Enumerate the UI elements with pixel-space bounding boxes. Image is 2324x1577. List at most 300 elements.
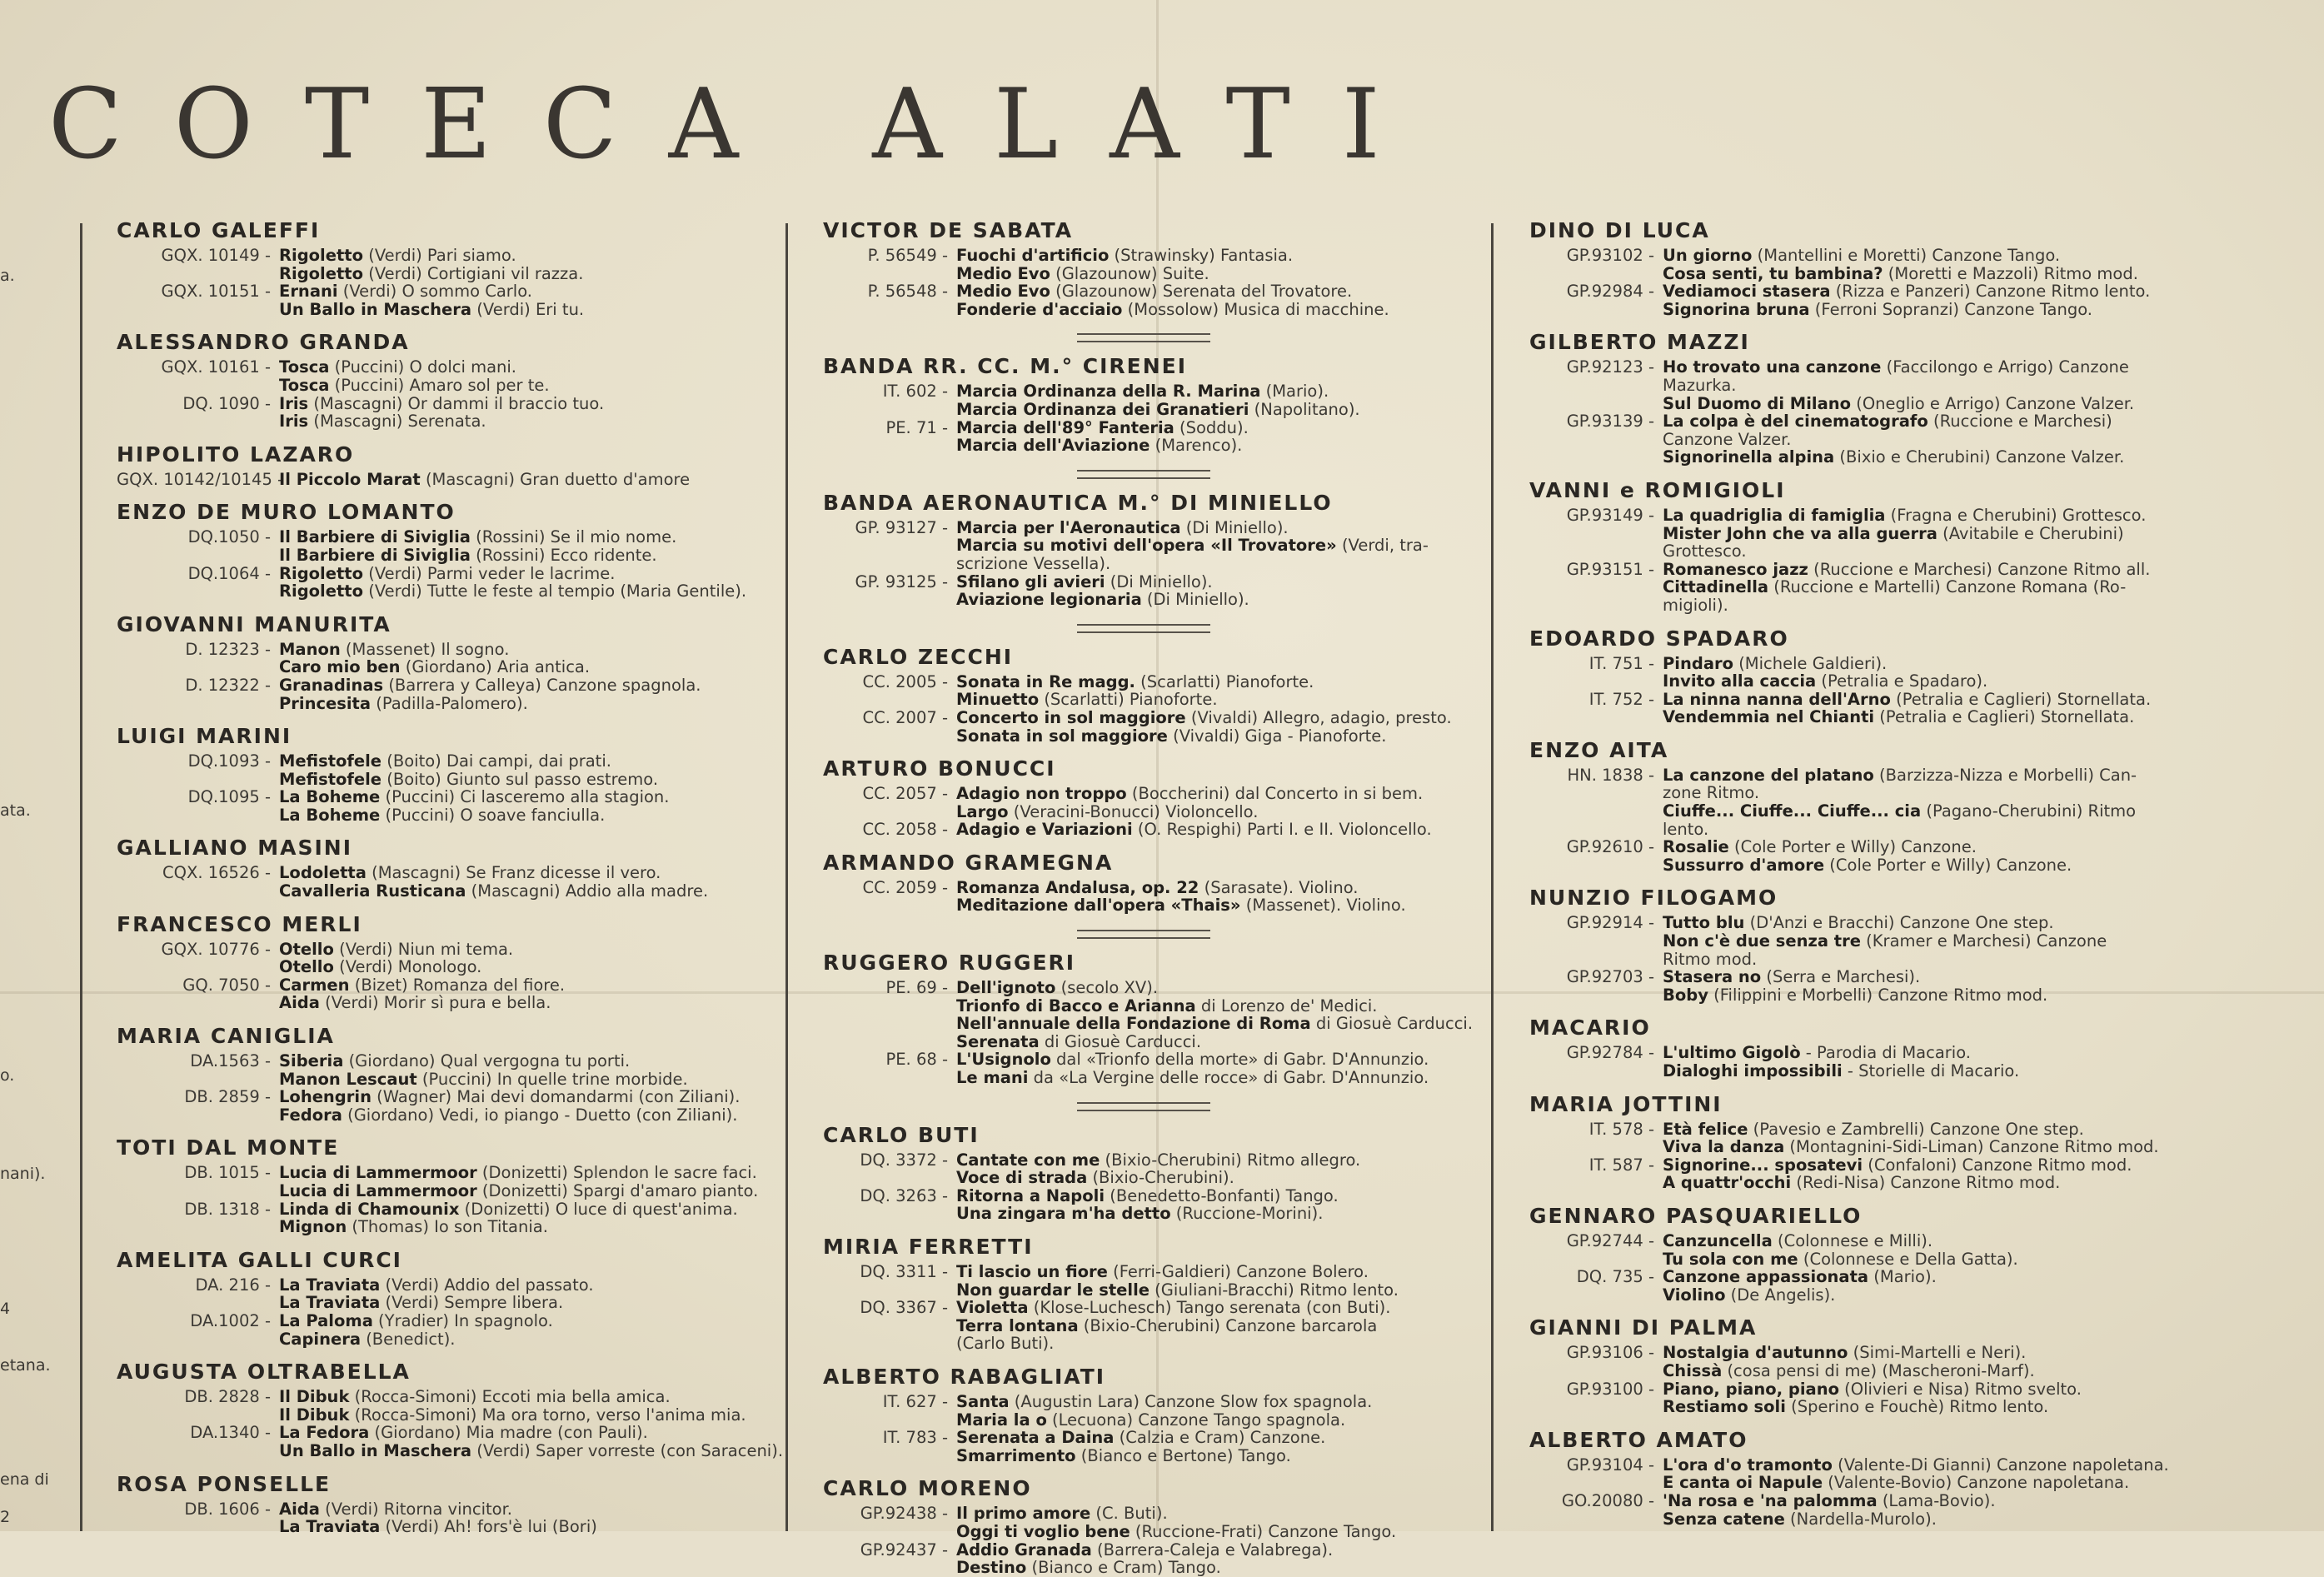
record-works [1663,1120,2171,1156]
work-line [279,864,758,882]
work-description: (Massenet). Violino. [1240,896,1406,916]
work-description: (Bixio e Cherubini) Canzone Valzer. [1834,447,2125,467]
work-description: (Olivieri e Nisa) Ritmo svelto. [1838,1379,2082,1399]
work-description: (Rocca-Simoni) Eccoti mia bella amica. [349,1387,671,1407]
work-description: (Ferri-Galdieri) Canzone Bolero. [1107,1262,1369,1281]
work-title: A quattr'occhi [1663,1173,1792,1193]
record-works [1663,655,2171,691]
work-description: scrizione Vessella). [956,553,1111,573]
work-line [956,573,1464,591]
work-description: (Verdi) O sommo Carlo. [337,282,532,302]
work-line [279,1388,758,1406]
record-works [1663,1344,2171,1380]
work-title: Marcia Ordinanza della R. Marina [956,382,1261,402]
artist-name: EDOARDO SPADARO [1529,626,1789,651]
artist-name: CARLO MORENO [823,1476,1032,1501]
record-entry [117,528,758,564]
work-description: (Pavesio e Zambrelli) Canzone One step. [1748,1119,2084,1139]
record-entry [117,1423,784,1460]
record-works [279,1423,784,1460]
catalog-number: GP. 93127 - [855,517,948,537]
work-title: La Fedora [279,1423,370,1443]
work-line [279,1218,758,1236]
work-line [956,536,1464,555]
work-line [1663,951,2171,969]
work-line [279,412,758,431]
work-description: (cosa pensi di me) (Mascheroni-Marf). [1722,1360,2035,1380]
work-description: (Barzizza-Nizza e Morbelli) Can- [1873,765,2137,785]
catalog-number: GP.92703 - [1566,967,1654,987]
work-line [956,1541,1464,1560]
work-description: (Marenco). [1150,436,1243,456]
work-description: dal «Trionfo della morte» di Gabr. D'Annunzio. [1050,1050,1429,1070]
work-line [1663,1268,2171,1286]
record-works [956,709,1464,745]
work-title: Fedora [279,1105,342,1125]
work-line [279,641,758,659]
artist-name: ALBERTO AMATO [1529,1427,1748,1452]
record-works [956,1051,1464,1086]
catalog-number: DB. 2859 - [184,1087,271,1107]
work-title: Maria la o [956,1410,1047,1430]
work-line [956,555,1464,573]
record-works [1663,358,2171,412]
work-line [1663,1232,2171,1250]
work-line [1663,1492,2171,1510]
work-line [1663,301,2171,319]
catalog-number: IT. 587 - [1588,1155,1654,1175]
catalog-number: PE. 71 - [885,417,948,437]
record-entry [1529,358,2171,412]
record-works [279,395,758,431]
record-entry [823,282,1464,318]
record-works [1663,914,2171,968]
artist-name: CARLO GALEFFI [117,218,321,242]
work-title: Rigoletto [279,581,364,601]
catalog-number: DA.1002 - [190,1310,271,1330]
record-works [1663,412,2171,467]
work-title: Nostalgia d'autunno [1663,1343,1848,1363]
artist-name: BANDA AERONAUTICA M.° DI MINIELLO [823,490,1333,515]
work-description: (Boito) Dai campi, dai prati. [382,751,611,771]
record-entry [1529,282,2171,318]
work-title: Pindaro [1663,653,1733,673]
work-line [279,301,758,319]
work-description: (Klose-Luchesch) Tango serenata (con Buti). [1028,1298,1391,1318]
work-line [956,997,1464,1016]
catalog-number: P. 56549 - [867,246,948,265]
record-entry [823,785,1464,821]
record-entry [823,1263,1464,1299]
catalog-number: DA. 216 - [195,1275,271,1295]
catalog-number: GP.92438 - [860,1504,948,1524]
work-title: Ti lascio un fiore [956,1262,1108,1281]
catalog-number: DQ. 3367 - [860,1298,948,1318]
work-title: Aviazione legionaria [956,590,1142,610]
record-entry [823,1393,1464,1429]
record-entry [117,247,758,282]
artist-name: ENZO DE MURO LOMANTO [117,500,456,525]
work-description: (Rizza e Panzeri) Canzone Ritmo lento. [1830,282,2151,302]
work-description: (C. Buti). [1090,1504,1168,1524]
record-entry [117,471,758,489]
work-line [956,247,1464,265]
work-title: Cantate con me [956,1150,1100,1170]
artist-name: MIRIA FERRETTI [823,1235,1034,1259]
work-line [956,1447,1464,1465]
catalog-number: GP. 93125 - [855,571,948,591]
work-description: Ritmo mod. [1663,949,1758,969]
work-description: (Glazounow) Suite. [1050,263,1209,283]
record-works [1663,1156,2171,1192]
catalog-number: GP.93104 - [1566,1455,1654,1475]
work-line [956,691,1464,709]
work-title: Nell'annuale della Fondazione di Roma [956,1014,1311,1034]
work-line [1663,578,2171,596]
record-entry [117,1052,758,1088]
work-description: (Sarasate). Violino. [1199,877,1359,897]
record-works [1663,1232,2171,1268]
work-title: Rigoletto [279,246,364,265]
work-title: Viva la danza [1663,1137,1785,1157]
work-description: (Redi-Nisa) Canzone Ritmo mod. [1791,1173,2061,1193]
work-line [1663,1456,2171,1475]
work-description: - Parodia di Macario. [1800,1043,1971,1063]
work-line [1663,265,2171,283]
work-title: 'Na rosa e 'na palomma [1663,1490,1878,1510]
catalog-number: GP.92784 - [1566,1043,1654,1063]
record-works [956,673,1464,709]
work-line [956,1559,1464,1577]
catalog-number: GQ. 7050 - [182,975,271,995]
work-line [1663,412,2171,431]
work-line [956,437,1464,455]
record-entry [1529,1232,2171,1268]
work-description: (Kramer e Marchesi) Canzone [1860,931,2107,951]
work-line [1663,1138,2171,1156]
work-line [956,1281,1464,1300]
work-line [956,1429,1464,1447]
work-description: (De Angelis). [1725,1285,1836,1305]
artist-name: GILBERTO MAZZI [1529,330,1750,355]
work-line [279,1330,758,1349]
work-title: La Traviata [279,1275,381,1295]
work-description: (Mossolow) Musica di macchine. [1122,299,1389,319]
work-title: Restiamo soli [1663,1397,1786,1417]
work-line [1663,1344,2171,1362]
work-title: Mefistofele [279,751,382,771]
work-description: (Ferroni Sopranzi) Canzone Tango. [1809,299,2093,319]
work-line [279,941,758,959]
work-description: (Massenet) Il sogno. [340,639,510,659]
catalog-number: HN. 1838 - [1567,765,1654,785]
edge-fragment: 4 [0,1300,11,1318]
work-description: (Valente-Di Gianni) Canzone napoletana. [1832,1455,2169,1475]
work-line [279,788,758,806]
work-description: (Mascagni) Gran duetto d'amore [420,469,691,489]
record-entry [117,1164,758,1200]
work-description: (Filippini e Morbelli) Canzone Ritmo mod. [1708,985,2048,1005]
work-description: (Calzia e Cram) Canzone. [1114,1428,1326,1448]
work-description: (Benedetto-Bonfanti) Tango. [1105,1185,1339,1205]
work-title: Violetta [956,1298,1029,1318]
work-line [956,419,1464,437]
record-entry [1529,1492,2171,1528]
work-description: (Carlo Buti). [956,1334,1055,1354]
work-title: Rigoletto [279,563,364,583]
catalog-number: GQX. 10151 - [161,282,271,302]
work-title: Siberia [279,1051,344,1071]
record-works [279,471,758,489]
record-entry [117,1388,758,1424]
work-line [1663,766,2171,785]
work-title: Ciuffe... Ciuffe... Ciuffe... cia [1663,801,1922,821]
record-works [956,1263,1464,1299]
work-title: Sussurro d'amore [1663,855,1825,875]
record-entry [823,1541,1464,1577]
catalog-number: IT. 783 - [882,1428,948,1448]
section-separator [1077,930,1210,939]
work-title: Vendemmia nel Chianti [1663,707,1875,727]
work-line [279,1088,758,1106]
record-works [1663,1044,2171,1080]
work-line [956,1411,1464,1430]
work-line [1663,377,2171,395]
record-entry [1529,691,2171,726]
work-title: Caro mio ben [279,657,401,677]
edge-fragment: nani). [0,1165,46,1183]
work-description: (Verdi, tra- [1336,536,1429,556]
catalog-number: IT. 627 - [882,1391,948,1411]
work-title: Lodoletta [279,863,367,883]
record-works [956,282,1464,318]
record-entry [117,641,758,676]
catalog-number: CC. 2058 - [862,820,948,840]
work-title: Lucia di Lammermoor [279,1181,477,1200]
work-line [1663,1044,2171,1062]
work-description: (Moretti e Mazzoli) Ritmo mod. [1883,263,2138,283]
record-entry [1529,1380,2171,1416]
record-works [279,358,758,394]
work-line [956,1523,1464,1541]
column-divider [785,223,788,1531]
work-description: (Di Miniello). [1141,590,1249,610]
work-description: (Barrera-Caleja e Valabrega). [1091,1540,1334,1560]
work-description: (Sperino e Fouchè) Ritmo lento. [1785,1397,2049,1417]
work-title: Un giorno [1663,246,1753,265]
work-title: Il Piccolo Marat [279,469,421,489]
artist-name: MARIA CANIGLIA [117,1024,335,1049]
work-line [1663,431,2171,449]
record-works [956,519,1464,573]
work-description: (Puccini) O soave fanciulla. [380,805,606,825]
work-title: Marcia dell'89° Fanteria [956,417,1174,437]
work-description: (Rossini) Se il mio nome. [470,527,677,547]
artist-name: NUNZIO FILOGAMO [1529,886,1778,911]
work-description: (Avitabile e Cherubini) [1937,523,2124,543]
record-works [279,1052,758,1088]
work-line [1663,784,2171,802]
artist-name: ARTURO BONUCCI [823,756,1056,781]
work-title: Trionfo di Bacco e Arianna [956,996,1196,1016]
work-line [279,882,758,901]
work-description: (Napolitano). [1249,399,1360,419]
record-entry [117,1276,758,1312]
record-works [956,1429,1464,1465]
work-title: Oggi ti voglio bene [956,1521,1130,1541]
work-line [279,676,758,695]
work-description: (Petralia e Caglieri) Stornellata. [1874,707,2135,727]
record-entry [117,752,758,788]
record-works [279,788,758,824]
work-line [1663,838,2171,856]
record-works [956,419,1464,455]
work-description: (Montagnini-Sidi-Liman) Canzone Ritmo mod. [1784,1137,2159,1157]
record-entry [117,565,758,601]
record-entry [823,709,1464,745]
work-title: Cavalleria Rusticana [279,881,466,901]
work-line [279,265,758,283]
work-title: Santa [956,1391,1010,1411]
work-title: Mignon [279,1217,347,1237]
catalog-number: GP.93102 - [1566,246,1654,265]
work-description: (Scarlatti) Pianoforte. [1039,690,1218,710]
record-entry [823,519,1464,573]
work-title: La Paloma [279,1310,373,1330]
work-title: Rigoletto [279,263,364,283]
work-description: (Puccini) In quelle trine morbide. [416,1069,688,1089]
work-line [279,958,758,976]
catalog-number: GQX. 10149 - [161,246,271,265]
work-line [1663,1120,2171,1139]
work-line [1663,1062,2171,1080]
catalog-column-middle [823,218,1474,1577]
section-separator [1077,1102,1210,1111]
work-title: L'Usignolo [956,1050,1051,1070]
work-title: L'ora d'o tramonto [1663,1455,1833,1475]
record-entry [1529,655,2171,691]
work-title: Voce di strada [956,1168,1088,1188]
work-description: (Cole Porter e Willy) Canzone. [1824,855,2072,875]
work-description: (Serra e Marchesi). [1761,967,1921,987]
work-description: (Verdi) Ah! fors'è lui (Bori) [380,1517,597,1537]
record-works [956,785,1464,821]
catalog-number: GP.93151 - [1566,559,1654,579]
catalog-number: DQ.1093 - [187,751,271,771]
work-line [1663,672,2171,691]
work-description: (Barrera y Calleya) Canzone spagnola. [383,675,701,695]
work-line [1663,1380,2171,1399]
work-description: (Giordano) Aria antica. [400,657,591,677]
work-title: La Traviata [279,1293,381,1313]
work-description: (Giordano) Vedi, io piango - Duetto (con Ziliani). [342,1105,738,1125]
work-description: (Yradier) In spagnolo. [372,1310,553,1330]
record-entry [823,1187,1464,1223]
work-title: Romanesco jazz [1663,559,1808,579]
record-entry [823,879,1464,915]
record-works [956,247,1464,282]
artist-name: MARIA JOTTINI [1529,1091,1723,1116]
work-description: (Donizetti) O luce di quest'anima. [459,1199,738,1219]
work-line [1663,914,2171,932]
work-title: Ernani [279,282,338,302]
work-line [956,1033,1464,1051]
work-line [956,709,1464,727]
catalog-number: DQ. 3372 - [860,1150,948,1170]
work-line [1663,986,2171,1005]
work-line [279,771,758,789]
work-title: Signorine... sposatevi [1663,1155,1863,1175]
work-line [956,382,1464,401]
work-title: Tosca [279,375,330,395]
record-entry [823,978,1474,1051]
work-line [279,1424,758,1442]
work-description: (Verdi) Saper vorreste (con Saraceni). [471,1440,784,1460]
work-line [1663,358,2171,377]
work-description: (Petralia e Spadaro). [1816,671,1988,691]
artist-name: BANDA RR. CC. M.° CIRENEI [823,354,1188,379]
record-works [1663,968,2171,1004]
work-line [956,1317,1464,1335]
record-works [1663,1268,2171,1304]
work-line [956,879,1464,897]
work-description: (Ruccione-Frati) Canzone Tango. [1130,1521,1397,1541]
record-entry [117,1312,758,1348]
artist-name: TOTI DAL MONTE [117,1135,340,1160]
catalog-number: GP.93149 - [1566,505,1654,525]
work-title: Serenata [956,1031,1040,1051]
work-description: (Di Miniello). [1180,517,1289,537]
catalog-number: DQ. 1090 - [182,393,271,413]
catalog-number: DB. 2828 - [184,1387,271,1407]
work-line [279,1518,758,1536]
record-works [279,1200,758,1236]
record-entry [823,382,1464,418]
work-description: (Faccilongo e Arrigo) Canzone [1881,357,2129,377]
catalog-column-left [117,218,784,1537]
work-description: (Ruccione e Martelli) Canzone Romana (Ro- [1768,577,2127,597]
record-entry [117,976,758,1012]
catalog-number: IT. 578 - [1588,1119,1654,1139]
artist-name: ALBERTO RABAGLIATI [823,1364,1106,1389]
work-line [956,821,1464,839]
work-description: (Glazounow) Serenata del Trovatore. [1050,282,1353,302]
work-description: (Veracini-Bonucci) Violoncello. [1008,801,1259,821]
work-title: Granadinas [279,675,384,695]
edge-fragment: ena di [0,1470,49,1489]
work-title: Tosca [279,357,330,377]
work-line [1663,1250,2171,1269]
work-description: (Verdi) Morir sì pura e bella. [319,993,551,1013]
work-description: (Puccini) O dolci mani. [329,357,516,377]
work-line [1663,1398,2171,1416]
work-line [956,1205,1464,1223]
catalog-number: IT. 751 - [1588,653,1654,673]
work-line [1663,1156,2171,1175]
work-description: di Lorenzo de' Medici. [1195,996,1378,1016]
work-title: Un Ballo in Maschera [279,1440,472,1460]
work-title: La colpa è del cinematografo [1663,412,1928,432]
work-title: Tu sola con me [1663,1249,1798,1269]
column-divider [80,223,82,1531]
work-title: Boby [1663,985,1708,1005]
work-line [279,1164,758,1182]
work-title: Il Barbiere di Siviglia [279,527,471,547]
work-line [279,1106,758,1125]
work-description: Canzone Valzer. [1663,429,1792,449]
record-works [956,1505,1464,1540]
work-line [279,1200,758,1219]
